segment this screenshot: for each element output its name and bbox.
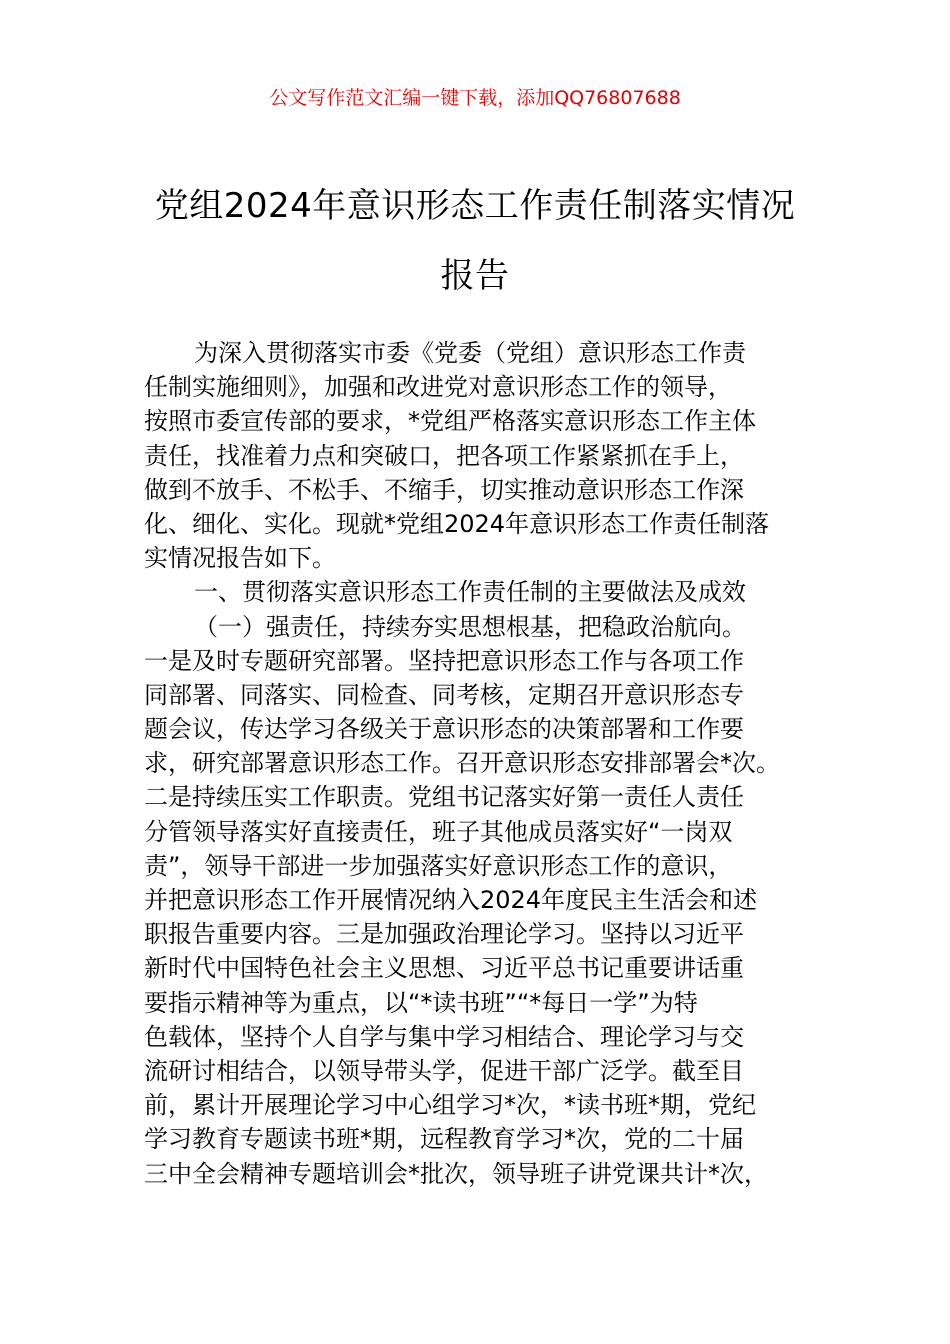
body-line: 三中全会精神专题培训会*批次，领导班子讲党课共计*次， [144,1159,768,1188]
title-line: 报告 [440,256,510,296]
body-line: 求，研究部署意识形态工作。召开意识形态安排部署会*次。 [144,749,780,778]
body-line: 职报告重要内容。三是加强政治理论学习。坚持以习近平 [144,920,744,949]
body-line: 一是及时专题研究部署。坚持把意识形态工作与各项工作 [144,646,744,675]
body-line: 按照市委宣传部的要求，*党组严格落实意识形态工作主体 [144,407,756,436]
body-line: 题会议，传达学习各级关于意识形态的决策部署和工作要 [144,715,744,744]
section-heading: 一、贯彻落实意识形态工作责任制的主要做法及成效 [194,578,746,607]
document-body [144,336,810,1191]
body-line: 化、细化、实化。现就*党组2024年意识形态工作责任制落 [144,509,770,538]
body-line: 前，累计开展理论学习中心组学习*次，*读书班*期，党纪 [144,1091,756,1120]
body-line: 要指示精神等为重点，以“*读书班”“*每日一学”为特 [144,988,698,1017]
body-line: 同部署、同落实、同检查、同考核，定期召开意识形态专 [144,680,744,709]
body-line: 二是持续压实工作职责。党组书记落实好第一责任人责任 [144,783,744,812]
body-line: 色载体，坚持个人自学与集中学习相结合、理论学习与交 [144,1022,744,1051]
promo-header: 公文写作范文汇编一键下载，添加QQ76807688 [269,87,681,109]
body-line: 责任，找准着力点和突破口，把各项工作紧紧抓在手上， [144,441,744,470]
body-line: 新时代中国特色社会主义思想、习近平总书记重要讲话重 [144,954,744,983]
body-line: 任制实施细则》，加强和改进党对意识形态工作的领导， [144,373,732,402]
body-line: 做到不放手、不松手、不缩手，切实推动意识形态工作深 [144,475,744,504]
subsection-heading: （一）强责任，持续夯实思想根基，把稳政治航向。 [194,612,746,641]
body-line: 为深入贯彻落实市委《党委（党组）意识形态工作责 [194,339,746,367]
body-line: 并把意识形态工作开展情况纳入2024年度民主生活会和述 [144,886,758,914]
document-title [100,171,850,311]
body-line: 分管领导落实好直接责任，班子其他成员落实好“一岗双 [144,817,733,846]
body-line: 实情况报告如下。 [144,544,336,573]
title-line: 党组2024年意识形态工作责任制落实情况 [154,186,796,226]
body-line: 责”，领导干部进一步加强落实好意识形态工作的意识， [144,851,733,880]
body-line: 流研讨相结合，以领导带头学，促进干部广泛学。截至目 [144,1056,744,1085]
body-line: 学习教育专题读书班*期，远程教育学习*次，党的二十届 [144,1125,744,1154]
